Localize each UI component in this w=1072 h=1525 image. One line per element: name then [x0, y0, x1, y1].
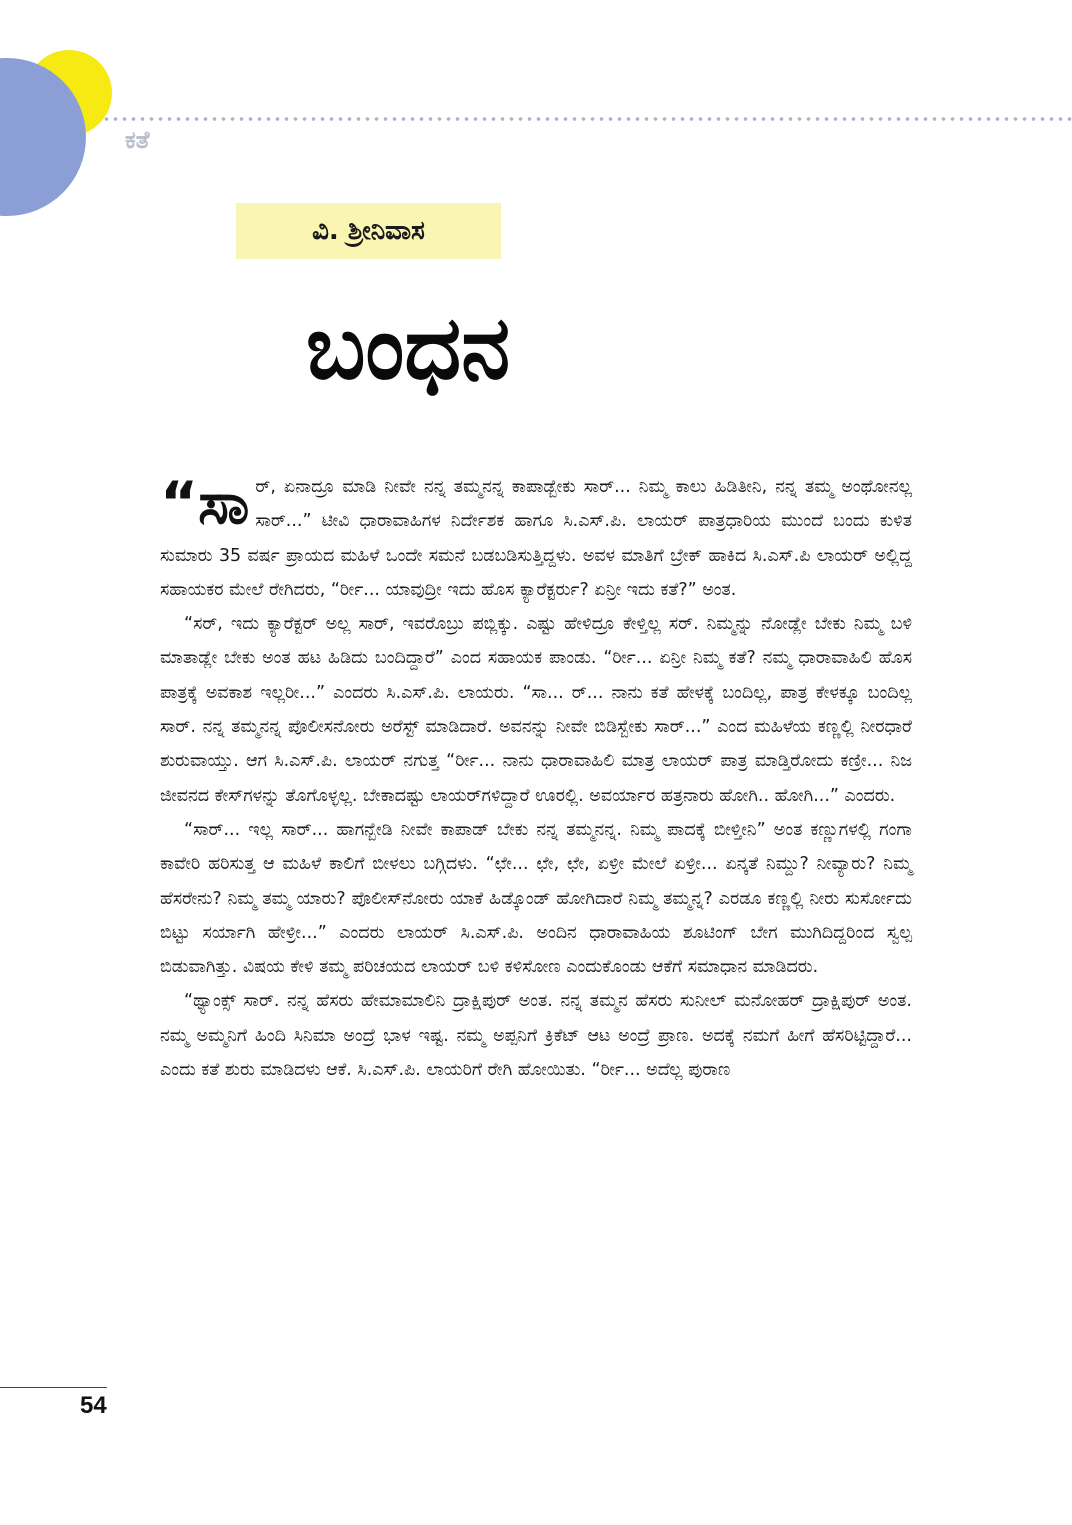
- footer-rule: [0, 1387, 107, 1388]
- paragraph-3: “ಸಾರ್... ಇಲ್ಲ ಸಾರ್... ಹಾಗನ್ಬೇಡಿ ನೀವೇ ಕಾಪಾಡ್ ಬೇಕು ನನ್ನ ತಮ್ಮನನ್ನ. ನಿಮ್ಮ ಪಾದಕ್ಕೆ ಬೀಳ್ತೀನಿ” ಅಂತ ಕಣ್ಣುಗಳಲ್ಲಿ ಗಂಗಾ ಕಾವೇರಿ ಹರಿಸುತ್ತ ಆ ಮಹಿಳೆ ಕಾಲಿಗೆ ಬೀಳಲು ಬಗ್ಗಿದಳು. “ಛೇ... ಛೇ, ಛೇ, ಏಳ್ರೀ ಮೇಲೆ ಏಳ್ರೀ... ಏನ್ಕತೆ ನಿಮ್ದು? ನೀವ್ಯಾರು? ನಿಮ್ಮ ಹೆಸರೇನು? ನಿಮ್ಮ ತಮ್ಮ ಯಾರು? ಪೊಲೀಸ್‌ನೋರು ಯಾಕೆ ಹಿಡ್ಕೊಂಡ್ ಹೋಗಿದಾರೆ ನಿಮ್ಮ ತಮ್ಮನ್ನ? ಎರಡೂ ಕಣ್ಣಲ್ಲಿ ನೀರು ಸುರ್ಸೋದು ಬಿಟ್ಟು ಸರ್ಯಾಗಿ ಹೇಳ್ರೀ...” ಎಂದರು ಲಾಯರ್ ಸಿ.ಎಸ್.ಪಿ. ಅಂದಿನ ಧಾರಾವಾಹಿಯ ಶೂಟಿಂಗ್ ಬೇಗ ಮುಗಿದಿದ್ದರಿಂದ ಸ್ವಲ್ಪ ಬಿಡುವಾಗಿತ್ತು. ವಿಷಯ ಕೇಳಿ ತಮ್ಮ ಪರಿಚಯದ ಲಾಯರ್ ಬಳಿ ಕಳಿಸೋಣ ಎಂದುಕೊಂಡು ಆಕೆಗೆ ಸಮಾಧಾನ ಮಾಡಿದರು.: [160, 819, 912, 978]
- page-number: 54: [80, 1392, 107, 1419]
- drop-cap: [160, 469, 250, 537]
- article-body: [160, 470, 912, 1087]
- paragraph-4: “ಥ್ಯಾಂಕ್ಸ್ ಸಾರ್. ನನ್ನ ಹೆಸರು ಹೇಮಾಮಾಲಿನಿ ದ್ರಾಕ್ಷಿಪುರ್ ಅಂತ. ನನ್ನ ತಮ್ಮನ ಹೆಸರು ಸುನೀಲ್ ಮನೋಹರ್ ದ್ರಾಕ್ಷಿಪುರ್ ಅಂತ. ನಮ್ಮ ಅಮ್ಮನಿಗೆ ಹಿಂದಿ ಸಿನಿಮಾ ಅಂದ್ರೆ ಭಾಳ ಇಷ್ಟ. ನಮ್ಮ ಅಪ್ಪನಿಗೆ ಕ್ರಿಕೆಟ್ ಆಟ ಅಂದ್ರೆ ಪ್ರಾಣ. ಅದಕ್ಕೆ ನಮಗೆ ಹೀಗೆ ಹೆಸರಿಟ್ಟಿದ್ದಾರೆ... ಎಂದು ಕತೆ ಶುರು ಮಾಡಿದಳು ಆಕೆ. ಸಿ.ಎಸ್.ಪಿ. ಲಾಯರಿಗೆ ರೇಗಿ ಹೋಯಿತು. “ರ್ರೀ... ಅದೆಲ್ಲ ಪುರಾಣ: [160, 991, 912, 1081]
- author-name: ವಿ. ಶ್ರೀನಿವಾಸ: [312, 215, 425, 246]
- section-label: ಕತೆ: [125, 126, 150, 154]
- author-byline: [236, 203, 501, 259]
- dotted-rule: [102, 116, 1072, 122]
- story-title: ಬಂಧನ: [305, 296, 511, 399]
- drop-cap-quote: “: [160, 469, 199, 537]
- paragraph-2: “ಸರ್, ಇದು ಕ್ಯಾರೆಕ್ಟರ್ ಅಲ್ಲ ಸಾರ್, ಇವರೊಬ್ರು ಪಬ್ಲಿಕ್ಕು. ಎಷ್ಟು ಹೇಳಿದ್ರೂ ಕೇಳ್ತಿಲ್ಲ ಸರ್. ನಿಮ್ಮನ್ನು ನೋಡ್ಲೇ ಬೇಕು ನಿಮ್ಮ ಬಳಿ ಮಾತಾಡ್ಲೇ ಬೇಕು ಅಂತ ಹಟ ಹಿಡಿದು ಬಂದಿದ್ದಾರೆ” ಎಂದ ಸಹಾಯಕ ಪಾಂಡು. “ರ್ರೀ... ಏನ್ರೀ ನಿಮ್ಮ ಕತೆ? ನಮ್ಮ ಧಾರಾವಾಹಿಲಿ ಹೊಸ ಪಾತ್ರಕ್ಕೆ ಅವಕಾಶ ಇಲ್ಲರೀ...” ಎಂದರು ಸಿ.ಎಸ್.ಪಿ. ಲಾಯರು. “ಸಾ... ರ್... ನಾನು ಕತೆ ಹೇಳಕ್ಕೆ ಬಂದಿಲ್ಲ, ಪಾತ್ರ ಕೇಳಕ್ಕೂ ಬಂದಿಲ್ಲ ಸಾರ್. ನನ್ನ ತಮ್ಮನನ್ನ ಪೊಲೀಸನೋರು ಅರೆಸ್ಟ್ ಮಾಡಿದಾರೆ. ಅವನನ್ನು ನೀವೇ ಬಿಡಿಸ್ಬೇಕು ಸಾರ್...” ಎಂದ ಮಹಿಳೆಯ ಕಣ್ಣಲ್ಲಿ ನೀರಧಾರೆ ಶುರುವಾಯ್ತು. ಆಗ ಸಿ.ಎಸ್.ಪಿ. ಲಾಯರ್ ನಗುತ್ತ “ರ್ರೀ... ನಾನು ಧಾರಾವಾಹಿಲಿ ಮಾತ್ರ ಲಾಯರ್ ಪಾತ್ರ ಮಾಡ್ತಿರೋದು ಕಣ್ರೀ... ನಿಜ ಜೀವನದ ಕೇಸ್‌ಗಳನ್ನು ತೊಗೊಳ್ಳಲ್ಲ. ಬೇಕಾದಷ್ಟು ಲಾಯರ್‌ಗಳಿದ್ದಾರೆ ಊರಲ್ಲಿ. ಅವರ್ಯಾರ ಹತ್ರನಾರು ಹೋಗಿ.. ಹೋಗಿ...” ಎಂದರು.: [160, 614, 912, 806]
- paragraph-1: [160, 470, 912, 607]
- paragraph-1-text: ರ್, ಏನಾದ್ರೂ ಮಾಡಿ ನೀವೇ ನನ್ನ ತಮ್ಮನನ್ನ ಕಾಪಾಡ್ಬೇಕು ಸಾರ್... ನಿಮ್ಮ ಕಾಲು ಹಿಡಿತೀನಿ, ನನ್ನ ತಮ್ಮ ಅಂಥೋನಲ್ಲ ಸಾರ್...” ಟೀವಿ ಧಾರಾವಾಹಿಗಳ ನಿರ್ದೇಶಕ ಹಾಗೂ ಸಿ.ಎಸ್.ಪಿ. ಲಾಯರ್ ಪಾತ್ರಧಾರಿಯ ಮುಂದೆ ಬಂದು ಕುಳಿತ ಸುಮಾರು 35 ವರ್ಷ ಪ್ರಾಯದ ಮಹಿಳೆ ಒಂದೇ ಸಮನೆ ಬಡಬಡಿಸುತ್ತಿದ್ದಳು. ಅವಳ ಮಾತಿಗೆ ಬ್ರೇಕ್ ಹಾಕಿದ ಸಿ.ಎಸ್.ಪಿ ಲಾಯರ್ ಅಲ್ಲಿದ್ದ ಸಹಾಯಕರ ಮೇಲೆ ರೇಗಿದರು, “ರ್ರೀ... ಯಾವುದ್ರೀ ಇದು ಹೊಸ ಕ್ಯಾರೆಕ್ಟರ್ರು? ಏನ್ರೀ ಇದು ಕತೆ?” ಅಂತ.: [160, 477, 912, 600]
- drop-cap-letter: ಸಾ: [198, 469, 250, 537]
